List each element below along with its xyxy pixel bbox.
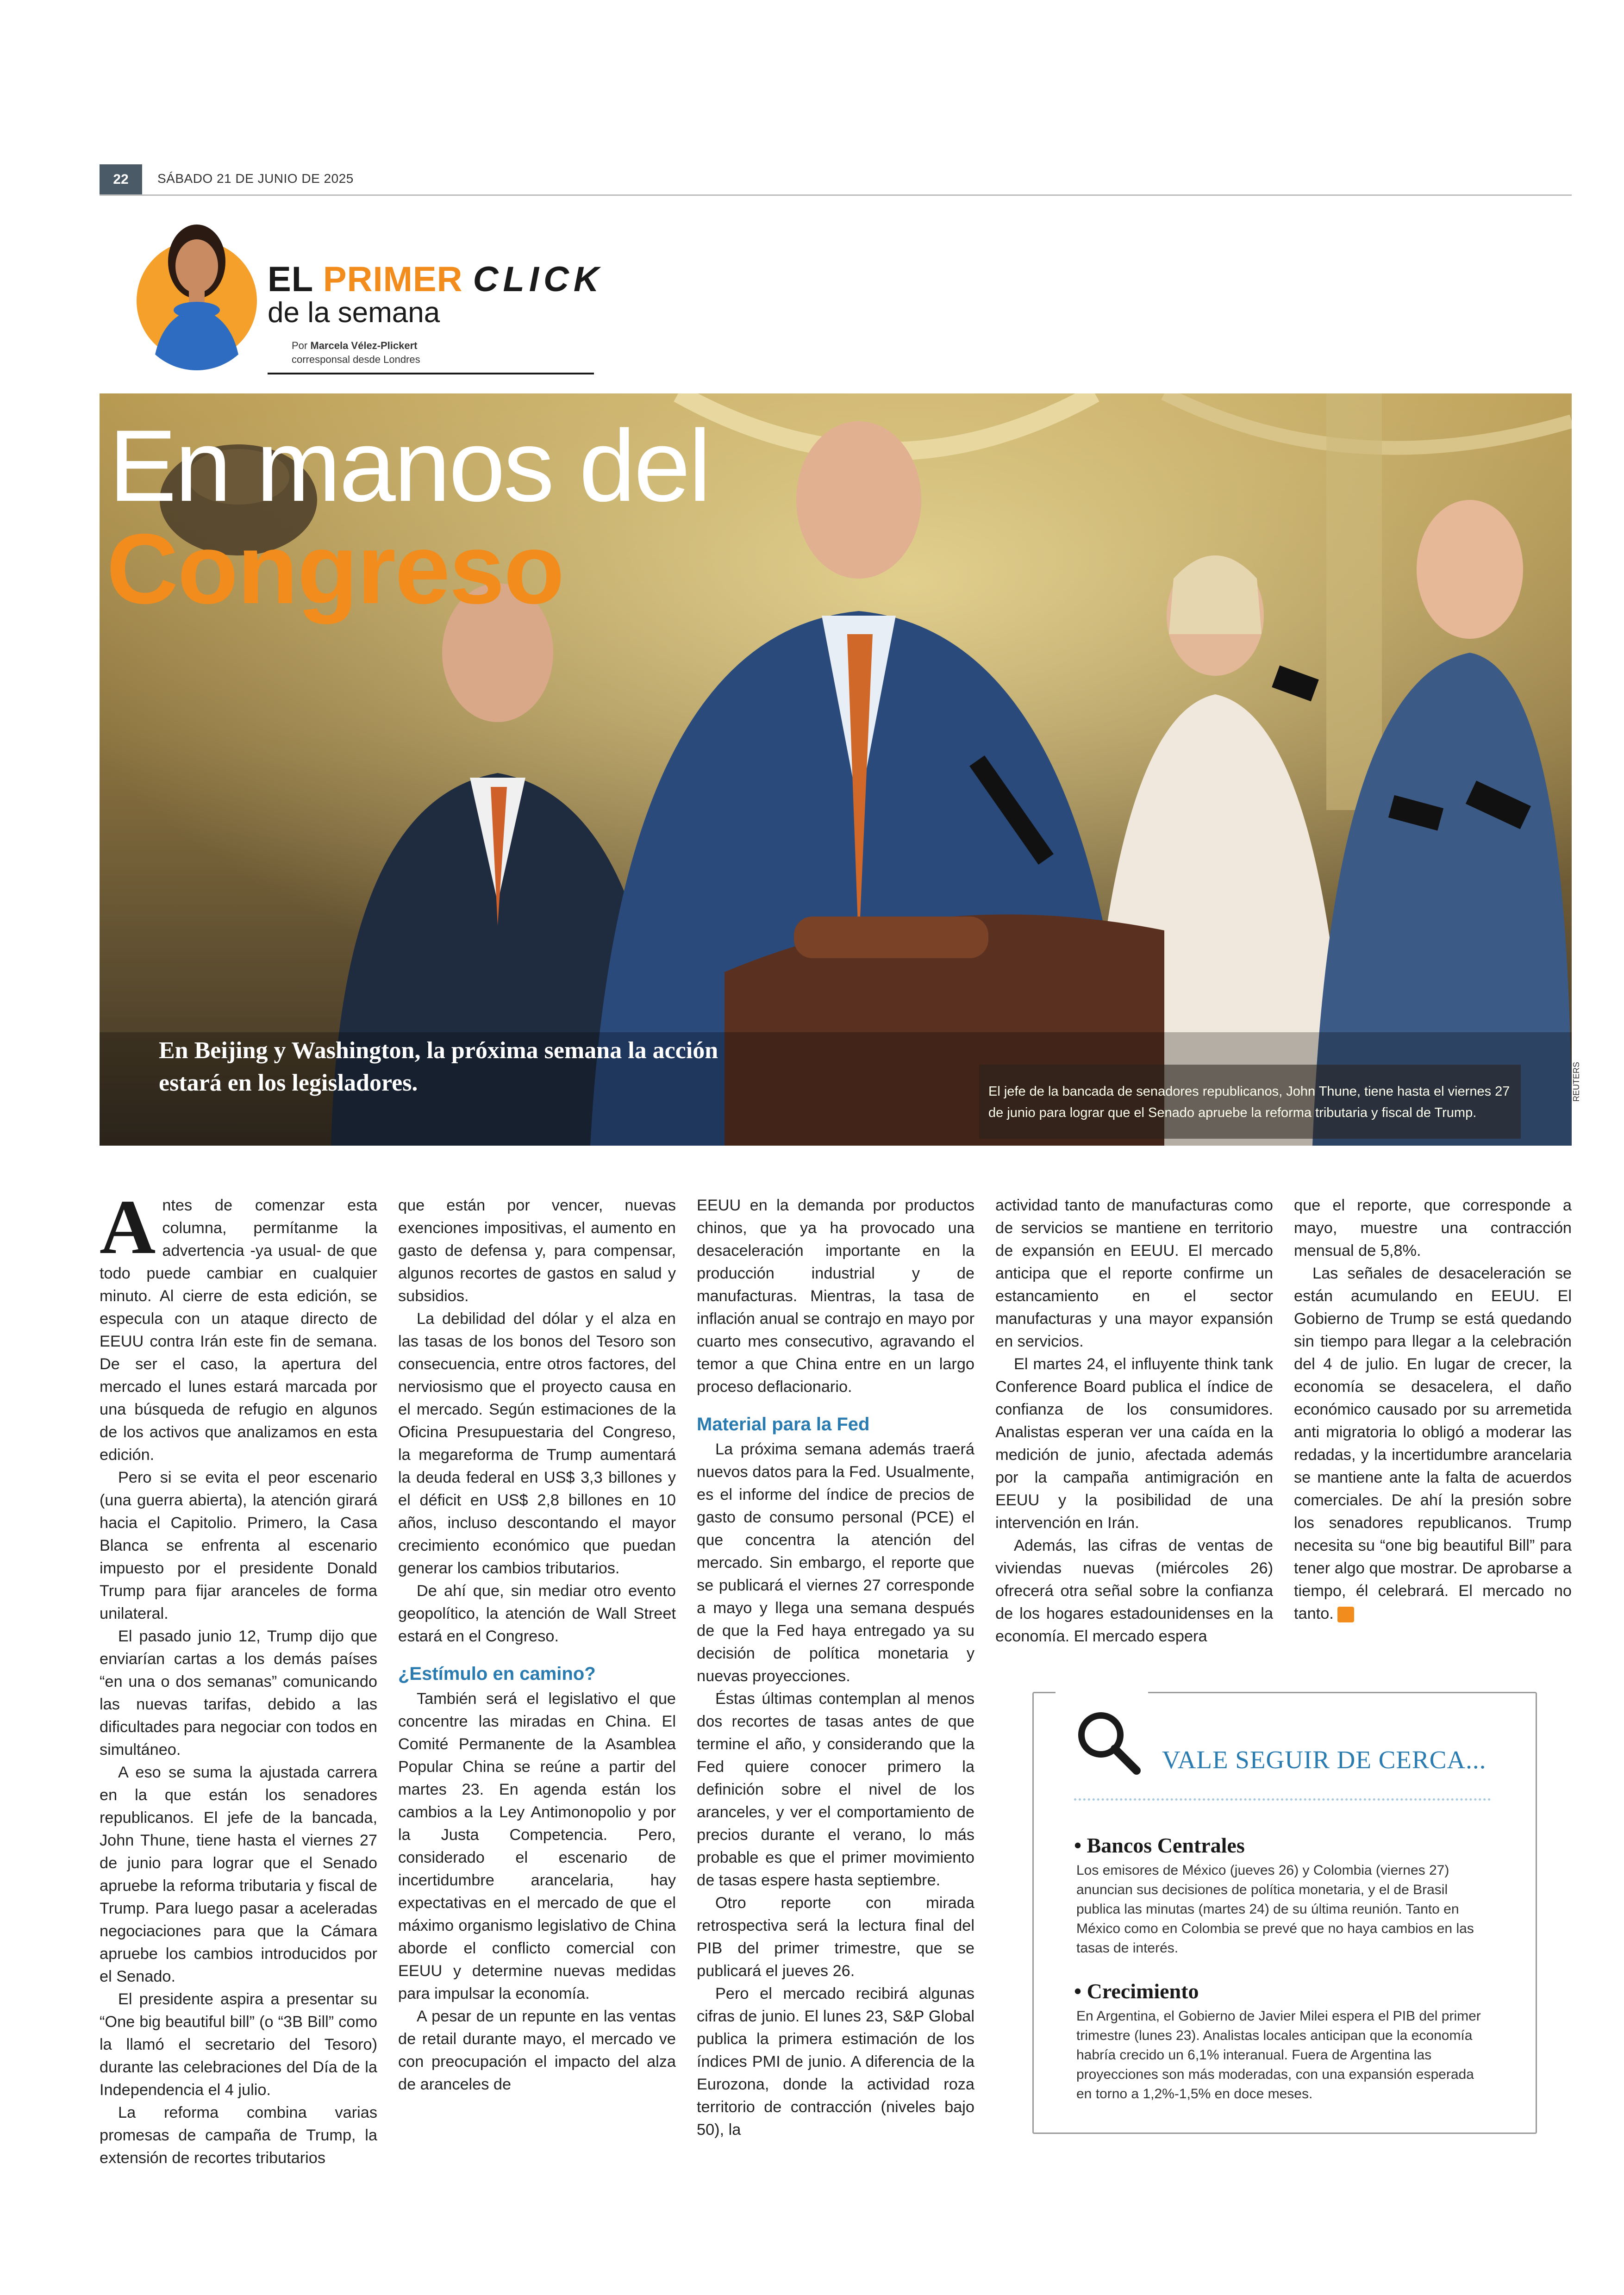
headline-line-1: En manos del	[109, 409, 710, 523]
author-photo	[134, 211, 259, 370]
paragraph: A eso se suma la ajustada carrera en la que están los senadores republicanos. El jefe de la bancada, John Thune, tiene hasta el viernes 27 de junio para lograr que el Senado apruebe la reforma tributaria y fiscal de Trump. Para luego pasar a aceleradas negociaciones para que la Cámara apruebe los cambios introducidos por el Senado.	[100, 1764, 377, 1985]
paragraph: También será el legislativo el que concentre las miradas en China. El Comité Permanente de la Asamblea Popular China se reúne a partir del martes 23. En agenda están los cambios a la Ley Antimonopolio y por la Justa Competencia. Pero, considerado el escenario de incertidumbre arancelaria, hay expectativas en el mercado de que el máximo organismo legislativo de China aborde el conflicto comercial con EEUU y determine nuevas medidas para impulsar la economía.	[398, 1690, 676, 2002]
section-heading: ¿Estímulo en camino?	[398, 1664, 596, 1684]
paragraph: El pasado junio 12, Trump dijo que enviarían cartas a los demás países “en una o dos semanas” comunicando las nuevas tarifas, debido a las dificultades para negociar con todos en simultáneo.	[100, 1628, 377, 1759]
byline-author: Marcela Vélez-Plickert	[310, 340, 418, 351]
paragraph: Otro reporte con mirada retrospectiva será la lectura final del PIB del primer trimestre, que se publicará el jueves 26.	[697, 1894, 974, 1980]
paragraph: A pesar de un repunte en las ventas de retail durante mayo, el mercado ve con preocupación el impacto del alza de aranceles de	[398, 2008, 676, 2093]
paragraph: De ahí que, sin mediar otro evento geopolítico, la atención de Wall Street estará en el Congreso.	[398, 1582, 676, 1645]
sidebar-item-title: • Crecimiento	[1074, 1979, 1199, 2003]
brand-word-primer: PRIMER	[323, 260, 463, 299]
brand-divider	[268, 373, 594, 374]
article-column-2	[398, 1194, 676, 2096]
header-divider	[100, 194, 1572, 196]
brand-word-el: EL	[268, 260, 313, 299]
paragraph: La reforma combina varias promesas de campaña de Trump, la extensión de recortes tributarios	[100, 2104, 377, 2167]
end-mark-icon	[1337, 1607, 1354, 1622]
page-date: SÁBADO 21 DE JUNIO DE 2025	[157, 171, 354, 186]
paragraph: El martes 24, el influyente think tank Conference Board publica el índice de confianza de los consumidores. Analistas esperan ver una caída en la medición de junio, afectada además por la campaña antimigración en EEUU y la posibilidad de una intervención en Irán.	[995, 1355, 1273, 1532]
drop-cap: A	[100, 1184, 156, 1270]
headline-line-2: Congreso	[106, 513, 564, 624]
sidebar-dotted-divider	[1074, 1798, 1491, 1801]
paragraph: Además, las cifras de ventas de viviendas nuevas (miércoles 26) ofrecerá otra señal sobre la confianza de los hogares estadounidenses en la economía. El mercado espera	[995, 1537, 1273, 1645]
paragraph: EEUU en la demanda por productos chinos, que ya ha provocado una desaceleración importante en la producción industrial y de manufacturas. Mientras, la tasa de inflación anual se contrajo en mayo por cuarto mes consecutivo, agravando el temor a que China entre en un largo proceso deflacionario.	[697, 1197, 974, 1396]
sidebar-title: VALE SEGUIR DE CERCA...	[1162, 1746, 1487, 1774]
paragraph: Las señales de desaceleración se están acumulando en EEUU. El Gobierno de Trump se está quedando sin tiempo para llegar a la celebración del 4 de julio. En lugar de crecer, la economía se desacelera, el daño económico causado por su arremetida anti migratoria lo obligó a moderar las redadas, y la incertidumbre arancelaria se mantiene ante la falta de acuerdos comerciales. De ahí la presión sobre los senadores republicanos. Trump necesita su “one big beautiful Bill” para tener algo que mostrar. De aprobarse a tiempo, él celebrará. El mercado no tanto.	[1294, 1265, 1572, 1622]
paragraph: La debilidad del dólar y el alza en las tasas de los bonos del Tesoro son consecuencia, entre otros factores, del nerviosismo que el proyecto causa en el mercado. Según estimaciones de la Oficina Presupuestaria del Congreso, la megareforma de Trump aumentará la deuda federal en US$ 3,3 billones y el déficit en US$ 2,8 billones en 10 años, incluso descontando el mayor crecimiento económico que puedan generar los cambios tributarios.	[398, 1310, 676, 1577]
photo-caption: El jefe de la bancada de senadores republicanos, John Thune, tiene hasta el viernes 27 de junio para lograr que el Senado apruebe la reforma tributaria y fiscal de Trump.	[988, 1084, 1510, 1120]
paragraph: actividad tanto de manufacturas como de servicios se mantiene en territorio de expansión en EEUU. El mercado anticipa que el reporte confirme un estancamiento en el sector manufacturas y una mayor expansión en servicios.	[995, 1197, 1273, 1350]
paragraph: El presidente aspira a presentar su “One big beautiful bill” (o “3B Bill” como la llamó el secretario del Tesoro) durante las celebraciones del Día de la Independencia el 4 julio.	[100, 1990, 377, 2099]
column-brand-title	[268, 259, 604, 299]
column-brand-subtitle: de la semana	[268, 297, 440, 329]
paragraph: que están por vencer, nuevas exenciones impositivas, el aumento en gasto de defensa y, para compensar, algunos recortes de gastos en salud y subsidios.	[398, 1197, 676, 1305]
hero-overlay	[100, 393, 1572, 1146]
magnifier-icon	[1074, 1708, 1143, 1777]
byline-prefix: Por	[292, 340, 308, 351]
brand-word-click: CLICK	[473, 260, 604, 299]
byline-role: corresponsal desde Londres	[292, 354, 420, 365]
paragraph: Antes de comenzar esta columna, permítanme la advertencia -ya usual- de que todo puede cambiar en cualquier minuto. Al cierre de esta edición, se especula con un ataque directo de EEUU contra Irán este fin de semana. De ser el caso, la apertura del mercado el lunes estará marcada por una búsqueda de refugio en algunos de los activos que analizamos en esta edición.	[100, 1184, 377, 1464]
paragraph: Pero el mercado recibirá algunas cifras de junio. El lunes 23, S&P Global publica la primera estimación de los índices PMI de junio. A diferencia de la Eurozona, donde la actividad roza territorio de contracción (niveles bajo 50), la	[697, 1985, 974, 2139]
article-column-3	[697, 1194, 974, 2141]
article-column-5	[1294, 1194, 1572, 1625]
sidebar-item-text: Los emisores de México (jueves 26) y Colombia (viernes 27) anuncian sus decisiones de política monetaria, y el de Brasil publica las minutas (martes 24) de su última reunión. Tanto en México como en Colombia se prevé que no haya cambios en las tasas de interés.	[1076, 1863, 1474, 1956]
paragraph: Pero si se evita el peor escenario (una guerra abierta), la atención girará hacia el Capitolio. Primero, la Casa Blanca se enfrenta al escenario impuesto por el presidente Donald Trump para fijar aranceles de forma unilateral.	[100, 1469, 377, 1622]
sidebar-item-title: • Bancos Centrales	[1074, 1834, 1245, 1857]
section-heading: Material para la Fed	[697, 1414, 870, 1434]
sidebar-item-text: En Argentina, el Gobierno de Javier Milei espera el PIB del primer trimestre (lunes 23). Analistas locales anticipan que la economía habría crecido un 6,1% interanual. Fuera de Argentina las proyecciones son más moderadas, con una expansión esperada en torno a 1,2%-1,5% en doce meses.	[1076, 2008, 1481, 2102]
paragraph: Éstas últimas contemplan al menos dos recortes de tasas antes de que termine el año, y considerando que la Fed quiere conocer primero la definición sobre el nivel de los aranceles, y ver el comportamiento de precios durante el verano, lo más probable es que el primer movimiento de tasas espere hasta septiembre.	[697, 1690, 974, 1889]
headline-subtitle: En Beijing y Washington, la próxima semana la acción estará en los legisladores.	[159, 1037, 718, 1096]
paragraph: que el reporte, que corresponde a mayo, muestre una contracción mensual de 5,8%.	[1294, 1197, 1572, 1260]
sidebar-box-notch	[1056, 1685, 1148, 1696]
paragraph: La próxima semana además traerá nuevos datos para la Fed. Usualmente, es el informe del índice de precios de gasto de consumo personal (PCE) el que concentra la atención del mercado. Sin embargo, el reporte que se publicará el viernes 27 corresponde a mayo y llega una semana después de que la Fed haya entregado ya su decisión de política monetaria y nuevas proyecciones.	[697, 1441, 974, 1685]
photo-credit: REUTERS	[1572, 1061, 1581, 1102]
article-column-1	[100, 1184, 377, 2170]
byline	[292, 339, 420, 367]
article-column-4	[995, 1194, 1273, 1648]
page-number: 22	[100, 164, 142, 195]
